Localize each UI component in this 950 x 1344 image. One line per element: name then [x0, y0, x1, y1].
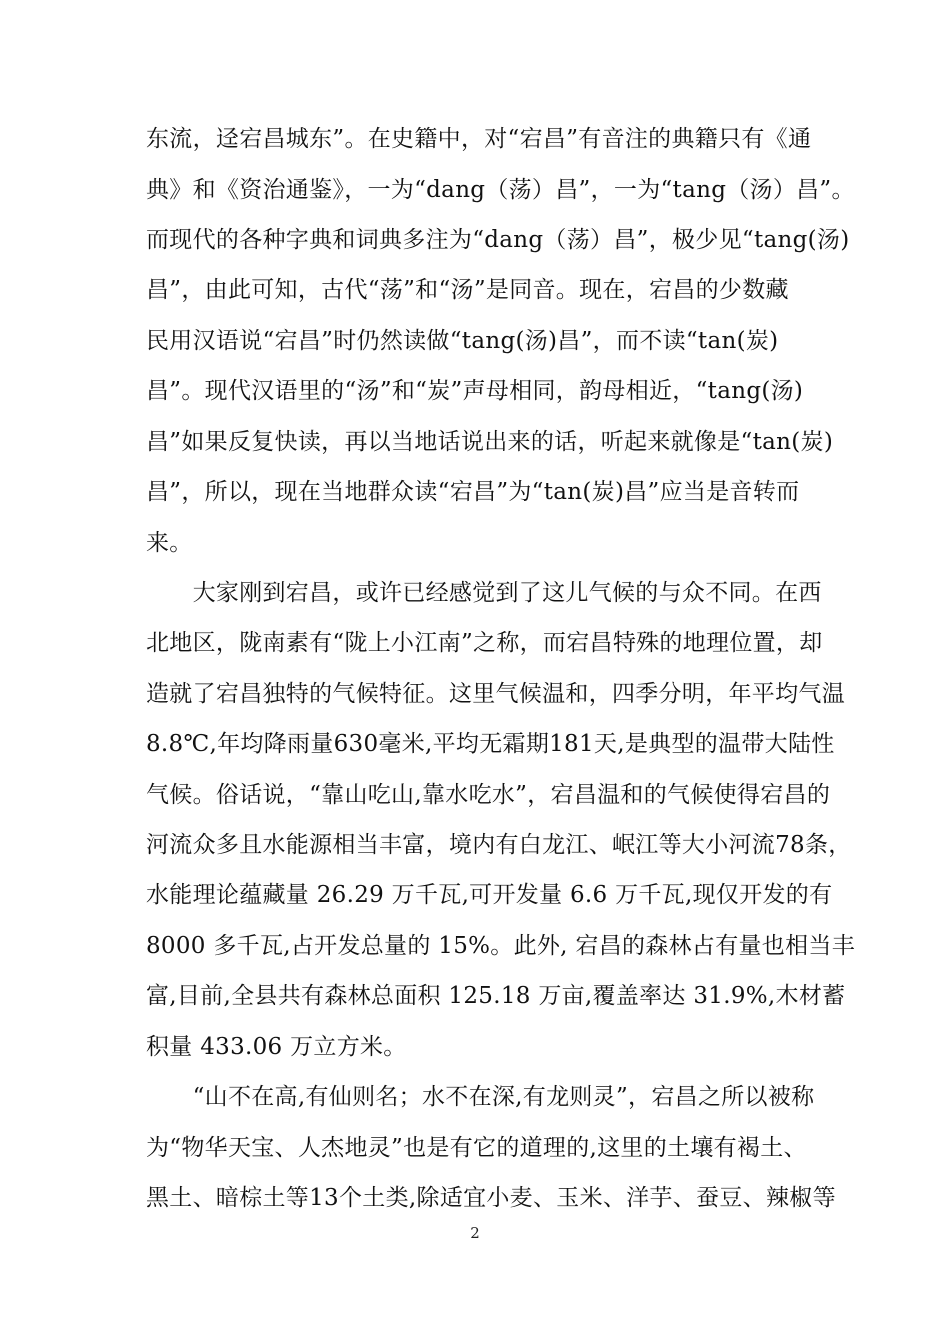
text-line: 昌”，由此可知，古代“荡”和“汤”是同音。现在，宕昌的少数藏	[146, 277, 789, 303]
text-line: 民用汉语说“宕昌”时仍然读做“tang(汤)昌”，而不读“tan(炭)	[146, 328, 779, 354]
page-number: 2	[470, 1224, 480, 1242]
text-line: 北地区，陇南素有“陇上小江南”之称，而宕昌特殊的地理位置，却	[146, 630, 823, 656]
text-line: 大家刚到宕昌，或许已经感觉到了这儿气候的与众不同。在西	[146, 580, 822, 606]
text-line: 8000 多千瓦,占开发总量的 15%。此外, 宕昌的森林占有量也相当丰	[146, 933, 856, 959]
text-line: 水能理论蕴藏量 26.29 万千瓦,可开发量 6.6 万千瓦,现仅开发的有	[146, 882, 833, 908]
text-line: 8.8℃,年均降雨量630毫米,平均无霜期181天,是典型的温带大陆性	[146, 731, 835, 757]
text-line: 富,目前,全县共有森林总面积 125.18 万亩,覆盖率达 31.9%,木材蓄	[146, 983, 846, 1009]
text-line: 东流，迳宕昌城东”。在史籍中，对“宕昌”有音注的典籍只有《通	[146, 126, 812, 152]
text-line: “山不在高,有仙则名；水不在深,有龙则灵”，宕昌之所以被称	[146, 1084, 815, 1110]
text-line: 积量 433.06 万立方米。	[146, 1034, 407, 1060]
text-line: 气候。俗话说，“靠山吃山,靠水吃水”，宕昌温和的气候使得宕昌的	[146, 782, 831, 808]
text-line: 造就了宕昌独特的气候特征。这里气候温和，四季分明，年平均气温	[146, 681, 845, 707]
text-line: 昌”。现代汉语里的“汤”和“炭”声母相同，韵母相近，“tang(汤)	[146, 378, 804, 404]
text-line: 河流众多且水能源相当丰富，境内有白龙江、岷江等大小河流78条，	[146, 832, 852, 858]
text-line: 来。	[146, 530, 193, 556]
text-line: 昌”如果反复快读，再以当地话说出来的话，听起来就像是“tan(炭)	[146, 429, 834, 455]
text-line: 昌”，所以，现在当地群众读“宕昌”为“tan(炭)昌”应当是音转而	[146, 479, 800, 505]
text-line: 为“物华天宝、人杰地灵”也是有它的道理的,这里的土壤有褐土、	[146, 1135, 807, 1161]
text-line: 黑土、暗棕土等13个土类,除适宜小麦、玉米、洋芋、蚕豆、辣椒等	[146, 1185, 836, 1211]
text-line: 典》和《资治通鉴》，一为“dang（荡）昌”，一为“tang（汤）昌”。	[146, 177, 855, 203]
text-line: 而现代的各种字典和词典多注为“dang（荡）昌”，极少见“tang(汤)	[146, 227, 850, 253]
